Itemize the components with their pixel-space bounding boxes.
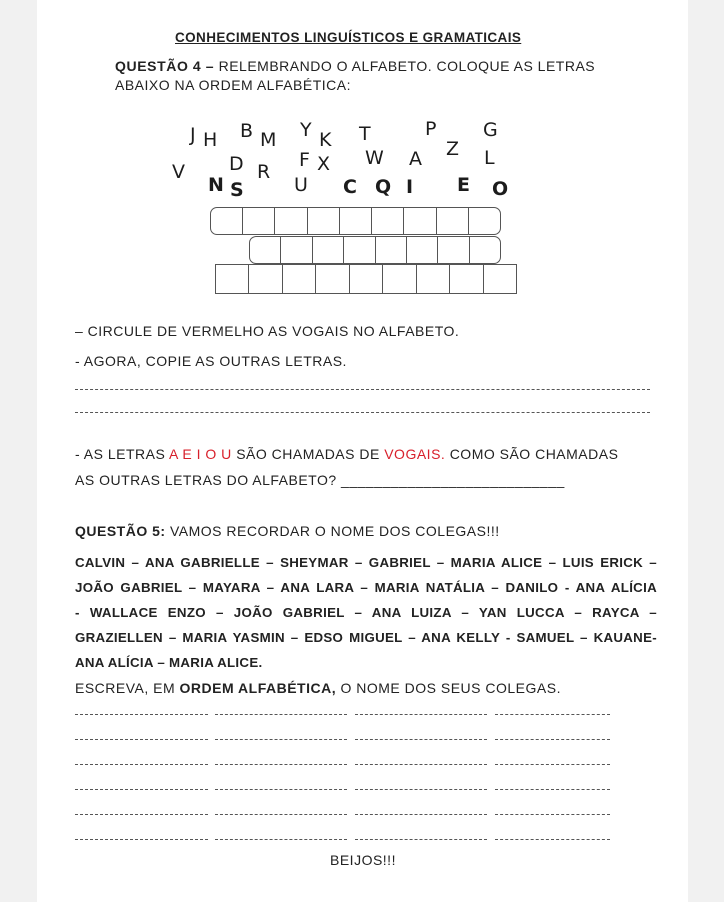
answer-line[interactable] — [215, 839, 347, 840]
write-instruction-pre: ESCREVA, EM — [75, 680, 176, 696]
answer-line[interactable] — [495, 789, 610, 790]
letter: D — [229, 153, 244, 175]
other-letters-question: AS OUTRAS LETRAS DO ALFABETO? ___________________________ — [75, 472, 565, 488]
vowels-question-mid: SÃO CHAMADAS DE — [236, 446, 380, 462]
question-5-label: QUESTÃO 5: — [75, 523, 166, 539]
letter: S — [230, 179, 244, 201]
answer-box-row-2[interactable] — [249, 236, 501, 264]
answer-line[interactable] — [355, 714, 487, 715]
question-5-text: VAMOS RECORDAR O NOME DOS COLEGAS!!! — [169, 523, 500, 539]
letter: I — [406, 176, 414, 198]
answer-line[interactable] — [355, 839, 487, 840]
write-instruction-post: O NOME DOS SEUS COLEGAS. — [340, 680, 561, 696]
letter: W — [365, 147, 384, 169]
instruction-circle-vowels: – CIRCULE DE VERMELHO AS VOGAIS NO ALFABETO. — [75, 323, 460, 339]
answer-line[interactable] — [495, 764, 610, 765]
question-4-text-line2: ABAIXO NA ORDEM ALFABÉTICA: — [115, 77, 352, 93]
worksheet-page — [37, 0, 688, 902]
answer-line[interactable] — [215, 714, 347, 715]
letter: B — [240, 120, 254, 142]
question-5 — [75, 523, 500, 539]
write-instruction-bold: ORDEM ALFABÉTICA, — [179, 680, 337, 696]
names-line: GRAZIELLEN – MARIA YASMIN – EDSO MIGUEL – ANA KELLY - SAMUEL – KAUANE- — [75, 630, 657, 645]
answer-line[interactable] — [75, 839, 208, 840]
letter: X — [317, 153, 331, 175]
letter: U — [294, 174, 308, 196]
answer-line[interactable] — [495, 839, 610, 840]
letter: F — [299, 149, 310, 171]
letter: N — [208, 174, 224, 196]
names-line: ANA ALÍCIA – MARIA ALICE. — [75, 655, 263, 670]
answer-line[interactable] — [355, 789, 487, 790]
answer-line[interactable] — [75, 412, 650, 413]
instruction-copy-letters: - AGORA, COPIE AS OUTRAS LETRAS. — [75, 353, 347, 369]
names-line: JOÃO GABRIEL – MAYARA – ANA LARA – MARIA NATÁLIA – DANILO - ANA ALÍCIA — [75, 580, 657, 595]
letter: Y — [300, 119, 312, 141]
vowels-question-pre: - AS LETRAS — [75, 446, 166, 462]
vowels-list: A E I O U — [168, 446, 232, 462]
question-4-label: QUESTÃO 4 – — [115, 58, 215, 74]
page-title: CONHECIMENTOS LINGUÍSTICOS E GRAMATICAIS — [175, 30, 522, 45]
answer-line[interactable] — [75, 789, 208, 790]
answer-line[interactable] — [75, 739, 208, 740]
names-line: CALVIN – ANA GABRIELLE – SHEYMAR – GABRIEL – MARIA ALICE – LUIS ERICK – — [75, 555, 657, 570]
answer-box-row-3[interactable] — [215, 264, 517, 294]
answer-line[interactable] — [215, 764, 347, 765]
letter: J — [190, 124, 196, 146]
answer-line[interactable] — [495, 814, 610, 815]
closing-text: BEIJOS!!! — [330, 852, 396, 868]
letter: E — [457, 174, 470, 196]
answer-line[interactable] — [215, 739, 347, 740]
letter: V — [172, 161, 185, 183]
answer-line[interactable] — [355, 814, 487, 815]
letter: K — [319, 129, 332, 151]
letter: A — [409, 148, 422, 170]
answer-line[interactable] — [75, 764, 208, 765]
letter: C — [343, 176, 357, 198]
answer-box-row-1[interactable] — [210, 207, 501, 235]
answer-line[interactable] — [495, 714, 610, 715]
classmates-list — [75, 550, 657, 675]
letter: P — [425, 118, 437, 140]
letter: T — [359, 123, 371, 145]
vowels-word: VOGAIS. — [384, 446, 446, 462]
write-instruction — [75, 680, 561, 696]
answer-line[interactable] — [355, 764, 487, 765]
answer-line[interactable] — [215, 789, 347, 790]
answer-line[interactable] — [75, 814, 208, 815]
names-line: - WALLACE ENZO – JOÃO GABRIEL – ANA LUIZA – YAN LUCCA – RAYCA – — [75, 605, 657, 620]
letter: O — [492, 178, 509, 200]
letter: Z — [446, 138, 460, 160]
answer-line[interactable] — [75, 389, 650, 390]
answer-line[interactable] — [495, 739, 610, 740]
letter: Q — [375, 176, 392, 198]
answer-line[interactable] — [355, 739, 487, 740]
vowels-question — [75, 446, 618, 462]
letter: L — [484, 147, 495, 169]
question-4 — [115, 57, 595, 95]
letter: G — [483, 119, 498, 141]
question-4-text: RELEMBRANDO O ALFABETO. COLOQUE AS LETRAS — [218, 58, 596, 74]
letter: H — [203, 129, 218, 151]
letter: M — [260, 129, 277, 151]
letter: R — [257, 161, 271, 183]
vowels-question-post: COMO SÃO CHAMADAS — [449, 446, 619, 462]
answer-line[interactable] — [75, 714, 208, 715]
answer-line[interactable] — [215, 814, 347, 815]
